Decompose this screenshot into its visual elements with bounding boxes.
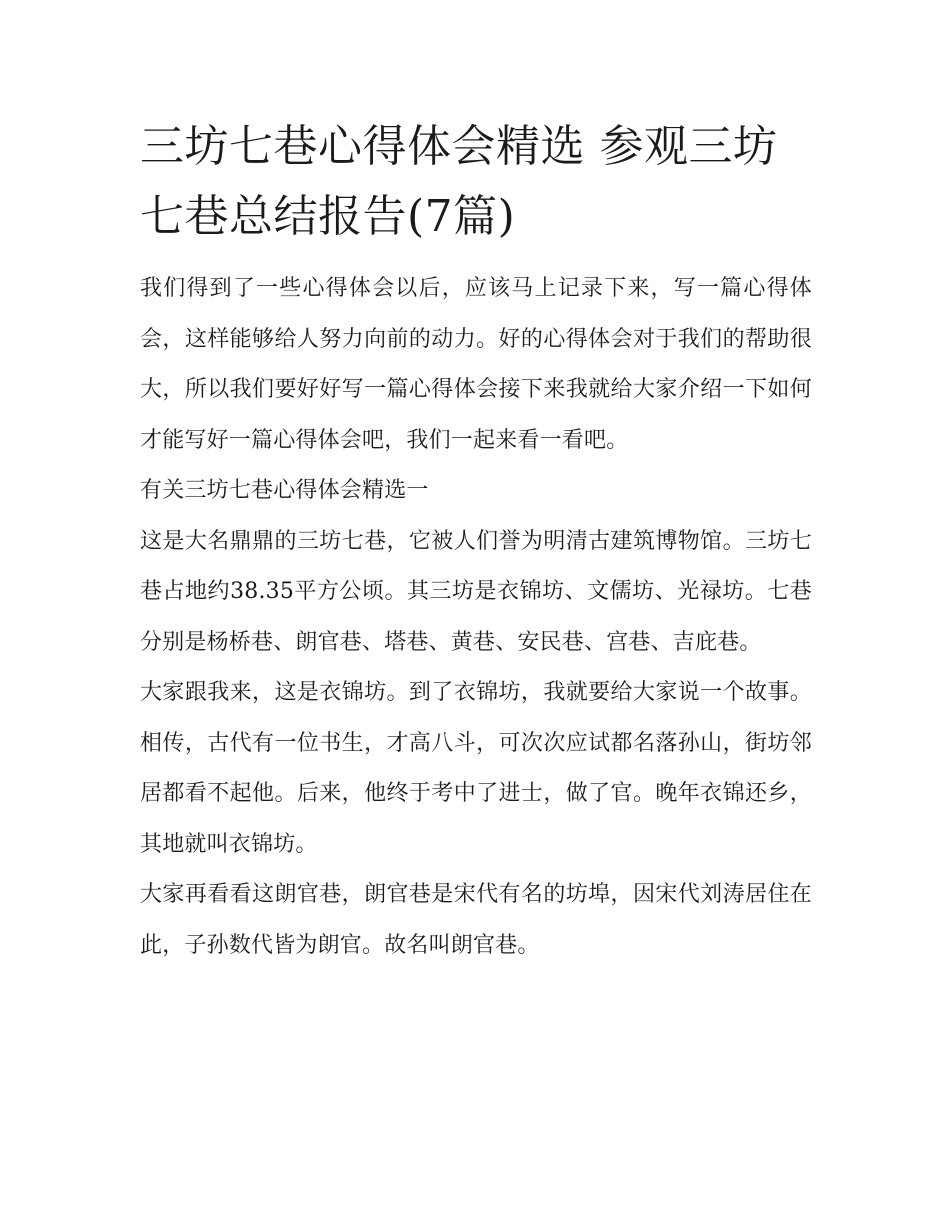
section-heading: 有关三坊七巷心得体会精选一 bbox=[140, 478, 429, 503]
intro-paragraph: 我们得到了一些心得体会以后，应该马上记录下来，写一篇心得体会，这样能够给人努力向前的动力。好的心得体会对于我们的帮助很大，所以我们要好好写一篇心得体会接下来我就给大家介绍一下如何才能写好一篇心得体会吧，我们一起来看一看吧。 bbox=[140, 276, 812, 453]
body-paragraph: 这是大名鼎鼎的三坊七巷，它被人们誉为明清古建筑博物馆。三坊七巷占地约38.35平方公顷。其三坊是衣锦坊、文儒坊、光禄坊。七巷分别是杨桥巷、朗官巷、塔巷、黄巷、安民巷、宫巷、吉庇巷。 bbox=[140, 528, 812, 655]
document-content bbox=[140, 112, 812, 971]
body-paragraph: 大家再看看这朗官巷，朗官巷是宋代有名的坊埠，因宋代刘涛居住在此，子孙数代皆为朗官。故名叫朗官巷。 bbox=[140, 882, 812, 958]
body-paragraph: 大家跟我来，这是衣锦坊。到了衣锦坊，我就要给大家说一个故事。相传，古代有一位书生，才高八斗，可次次应试都名落孙山，街坊邻居都看不起他。后来，他终于考中了进士，做了官。晚年衣锦还乡，其地就叫衣锦坊。 bbox=[140, 680, 812, 857]
document-title: 三坊七巷心得体会精选 参观三坊七巷总结报告(7篇) bbox=[140, 121, 778, 242]
